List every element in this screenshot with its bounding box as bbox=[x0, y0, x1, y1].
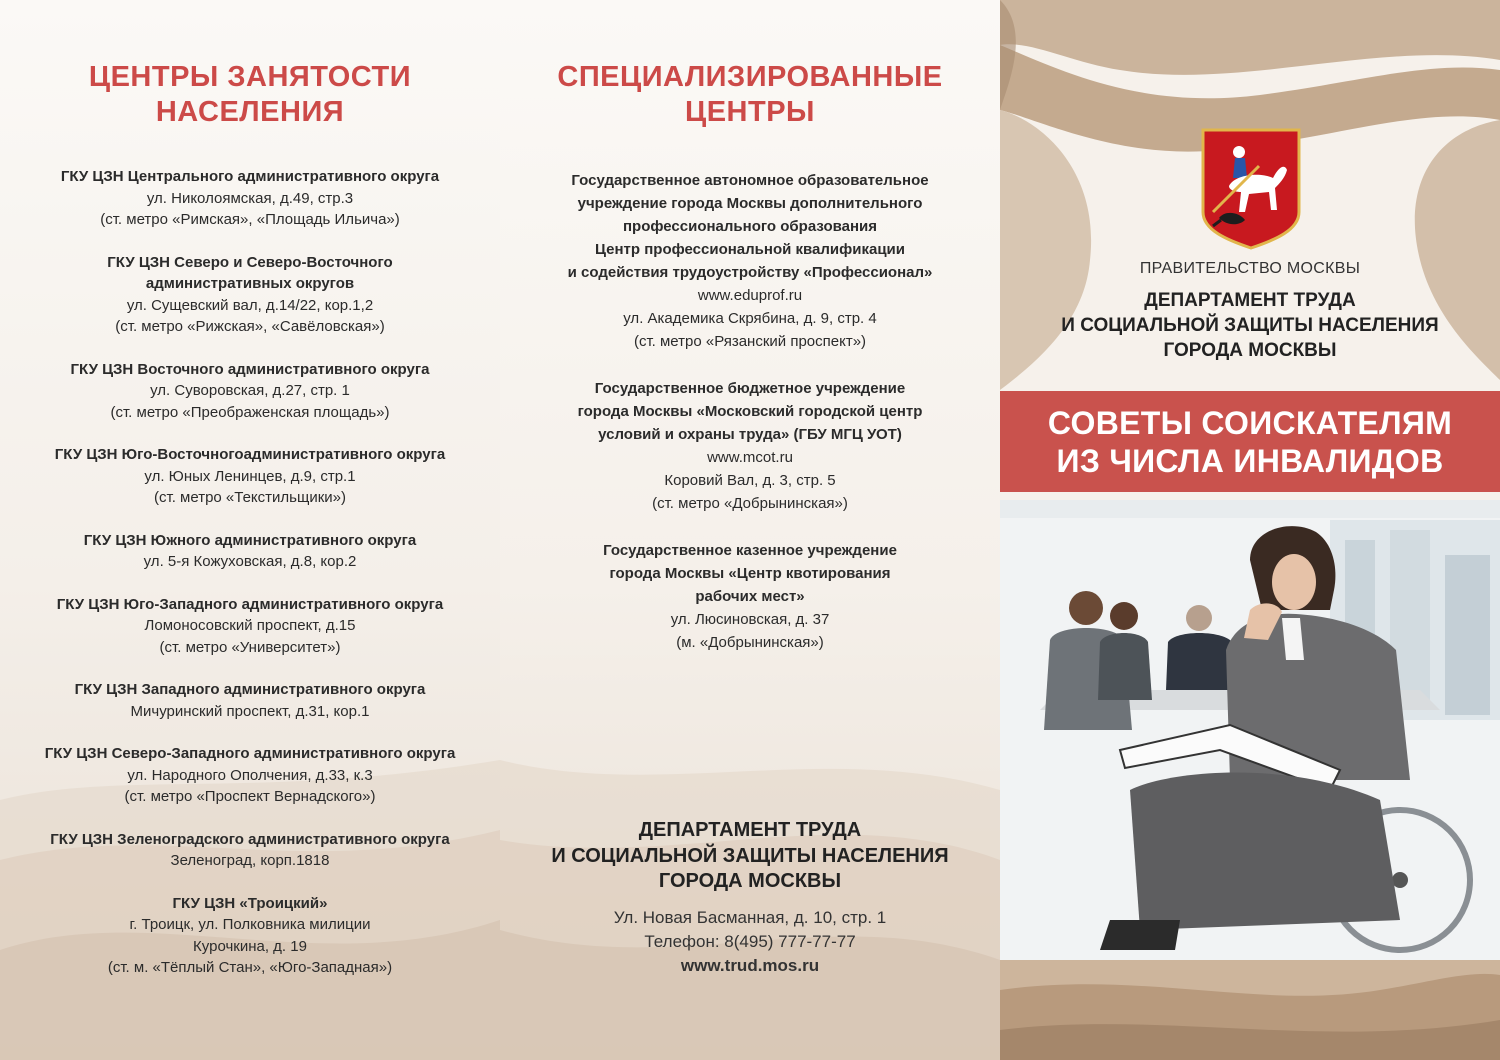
department-contacts bbox=[500, 906, 1000, 978]
government-label: ПРАВИТЕЛЬСТВО МОСКВЫ bbox=[1139, 260, 1361, 277]
website-link[interactable]: www.mcot.ru bbox=[707, 449, 793, 466]
center-entry: ГКУ ЦЗН Центрального административного округа ул. Николоямская, д.49, стр.3 (ст. метро «Римская», «Площадь Ильича») bbox=[60, 168, 440, 228]
center-entry: ГКУ ЦЗН Восточного административного округа ул. Суворовская, д.27, стр. 1 (ст. метро «Преображенская площадь») bbox=[70, 360, 430, 421]
specialized-centers-list bbox=[500, 169, 1000, 678]
cover-panel bbox=[1000, 0, 1500, 1060]
center-entry: ГКУ ЦЗН Южного административного округа ул. 5-я Кожуховская, д.8, кор.2 bbox=[83, 531, 417, 570]
center-entry: ГКУ ЦЗН «Троицкий» г. Троицк, ул. Полковника милиции Курочкина, д. 19 (ст. м. «Тёплый Стан», «Юго-Западная») bbox=[107, 894, 393, 976]
employment-centers-list bbox=[0, 166, 500, 1000]
department-name: ДЕПАРТАМЕНТ ТРУДА И СОЦИАЛЬНОЙ ЗАЩИТЫ НАСЕЛЕНИЯ ГОРОДА МОСКВЫ bbox=[551, 819, 949, 892]
moscow-coat-of-arms-icon bbox=[1199, 126, 1303, 252]
website-link[interactable]: www.trud.mos.ru bbox=[680, 956, 820, 975]
center-entry: ГКУ ЦЗН Западного административного округа Мичуринский проспект, д.31, кор.1 bbox=[74, 681, 426, 720]
center-entry: ГКУ ЦЗН Зеленоградского административного округа Зеленоград, корп.1818 bbox=[50, 830, 450, 869]
employment-centers-panel bbox=[0, 0, 500, 1060]
website-link[interactable]: www.eduprof.ru bbox=[697, 287, 803, 304]
office-photo bbox=[1000, 500, 1500, 960]
brochure-title-banner: СОВЕТЫ СОИСКАТЕЛЯМ ИЗ ЧИСЛА ИНВАЛИДОВ bbox=[1000, 391, 1500, 492]
center-entry: ГКУ ЦЗН Северо и Северо-Восточного административных округов ул. Сущевский вал, д.14/22, кор.1,2 (ст. метро «Рижская», «Савёловская») bbox=[107, 253, 393, 335]
center-entry: Государственное автономное образовательное учреждение города Москвы дополнительного профессионального образования Центр профессиональной квалификации и содействия трудоустройству «Профессионал» www.eduprof.ru ул. Академика Скрябина, д. 9, стр. 4 (ст. метро «Рязанский проспект») bbox=[500, 169, 1000, 353]
center-entry: Государственное бюджетное учреждение города Москвы «Московский городской центр условий и охраны труда» (ГБУ МГЦ УОТ) www.mcot.ru Коровий Вал, д. 3, стр. 5 (ст. метро «Добрынинская») bbox=[500, 377, 1000, 515]
specialized-centers-panel bbox=[500, 0, 1000, 1060]
specialized-centers-heading: СПЕЦИАЛИЗИРОВАННЫЕ ЦЕНТРЫ bbox=[557, 61, 943, 128]
center-entry: ГКУ ЦЗН Северо-Западного административного округа ул. Народного Ополчения, д.33, к.3 (ст. метро «Проспект Вернадского») bbox=[44, 745, 456, 805]
cover-department-name: ДЕПАРТАМЕНТ ТРУДА И СОЦИАЛЬНОЙ ЗАЩИТЫ НАСЕЛЕНИЯ ГОРОДА МОСКВЫ bbox=[1061, 290, 1439, 361]
phone: Телефон: 8(495) 777-77-77 bbox=[644, 932, 856, 951]
center-entry: Государственное казенное учреждение города Москвы «Центр квотирования рабочих мест» ул. Люсиновская, д. 37 (м. «Добрынинская») bbox=[603, 542, 897, 651]
center-entry: ГКУ ЦЗН Юго-Восточногоадминистративного округа ул. Юных Ленинцев, д.9, стр.1 (ст. метро «Текстильщики») bbox=[54, 446, 446, 506]
employment-centers-heading: ЦЕНТРЫ ЗАНЯТОСТИ НАСЕЛЕНИЯ bbox=[88, 61, 412, 128]
center-entry: ГКУ ЦЗН Юго-Западного административного округа Ломоносовский проспект, д.15 (ст. метро «Университет») bbox=[56, 595, 444, 656]
address: Ул. Новая Басманная, д. 10, стр. 1 bbox=[613, 908, 887, 927]
